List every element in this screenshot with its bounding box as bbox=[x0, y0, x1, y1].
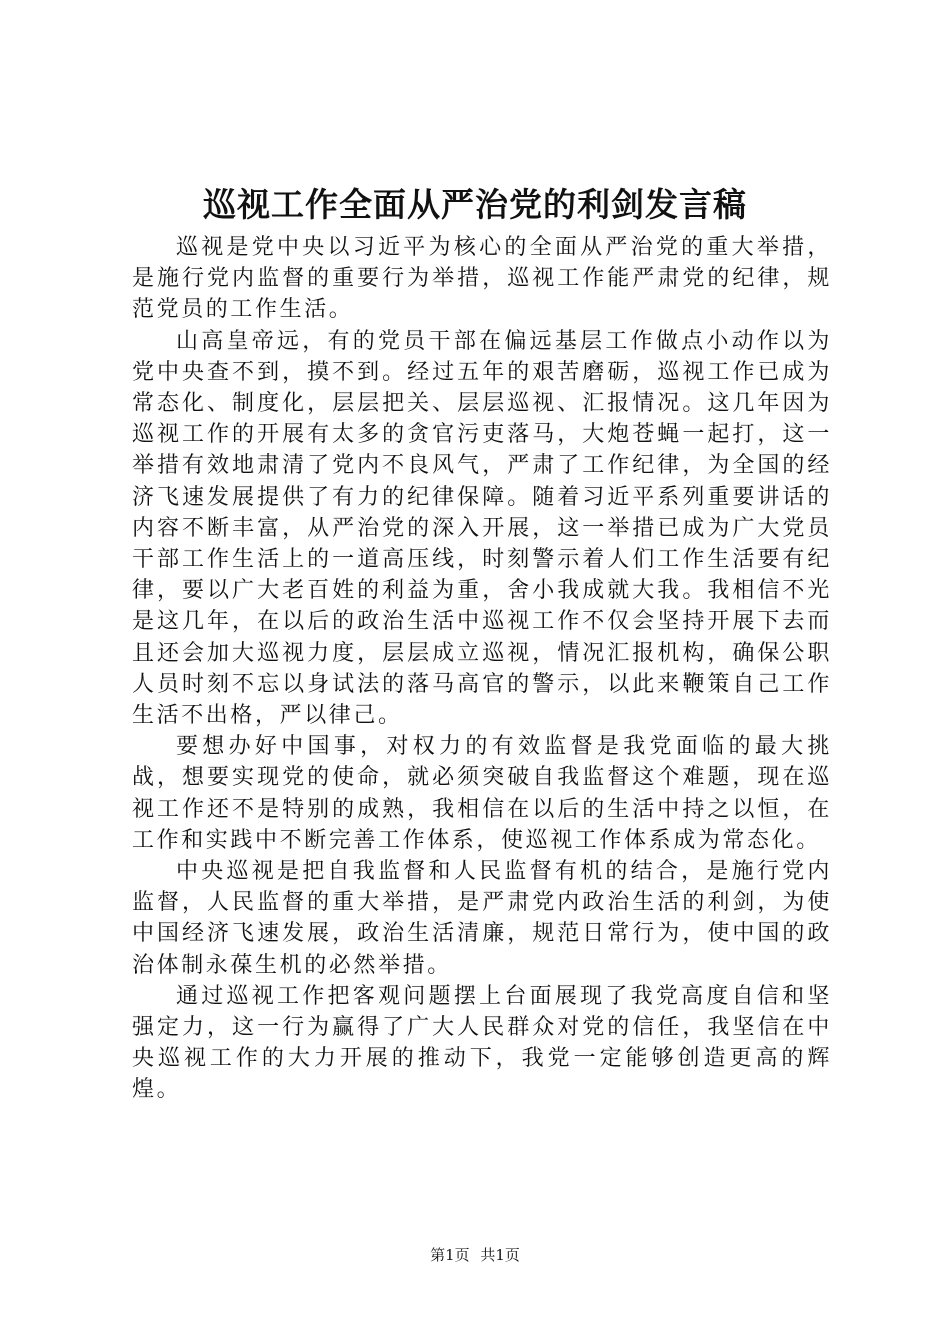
paragraph-3: 要想办好中国事，对权力的有效监督是我党面临的最大挑战，想要实现党的使命，就必须突破自我监督这个难题，现在巡视工作还不是特别的成熟，我相信在以后的生活中持之以恒，在工作和实践中不断完善工作体系，使巡视工作体系成为常态化。 bbox=[132, 734, 832, 853]
document-body bbox=[132, 232, 832, 1106]
paragraph-5: 通过巡视工作把客观问题摆上台面展现了我党高度自信和坚强定力，这一行为赢得了广大人民群众对党的信任，我坚信在中央巡视工作的大力开展的推动下，我党一定能够创造更高的辉煌。 bbox=[132, 983, 832, 1103]
page-number-total: 共1页 bbox=[480, 1246, 520, 1264]
paragraph-1: 巡视是党中央以习近平为核心的全面从严治党的重大举措，是施行党内监督的重要行为举措，巡视工作能严肃党的纪律，规范党员的工作生活。 bbox=[132, 235, 832, 323]
document-title: 巡视工作全面从严治党的利剑发言稿 bbox=[203, 185, 747, 224]
paragraph-4: 中央巡视是把自我监督和人民监督有机的结合，是施行党内监督，人民监督的重大举措，是严肃党内政治生活的利剑，为使中国经济飞速发展，政治生活清廉，规范日常行为，使中国的政治体制永葆生机的必然举措。 bbox=[132, 859, 832, 978]
page-footer bbox=[0, 1244, 950, 1266]
page-number-current: 第1页 bbox=[430, 1246, 470, 1264]
paragraph-2: 山高皇帝远，有的党员干部在偏远基层工作做点小动作以为党中央查不到，摸不到。经过五年的艰苦磨砺，巡视工作已成为常态化、制度化，层层把关、层层巡视、汇报情况。这几年因为巡视工作的开展有太多的贪官污吏落马，大炮苍蝇一起打，这一举措有效地肃清了党内不良风气，严肃了工作纪律，为全国的经济飞速发展提供了有力的纪律保障。随着习近平系列重要讲话的内容不断丰富，从严治党的深入开展，这一举措已成为广大党员干部工作生活上的一道高压线，时刻警示着人们工作生活要有纪律，要以广大老百姓的利益为重，舍小我成就大我。我相信不光是这几年，在以后的政治生活中巡视工作不仅会坚持开展下去而且还会加大巡视力度，层层成立巡视，情况汇报机构，确保公职人员时刻不忘以身试法的落马高官的警示，以此来鞭策自己工作生活不出格，严以律己。 bbox=[132, 328, 832, 729]
